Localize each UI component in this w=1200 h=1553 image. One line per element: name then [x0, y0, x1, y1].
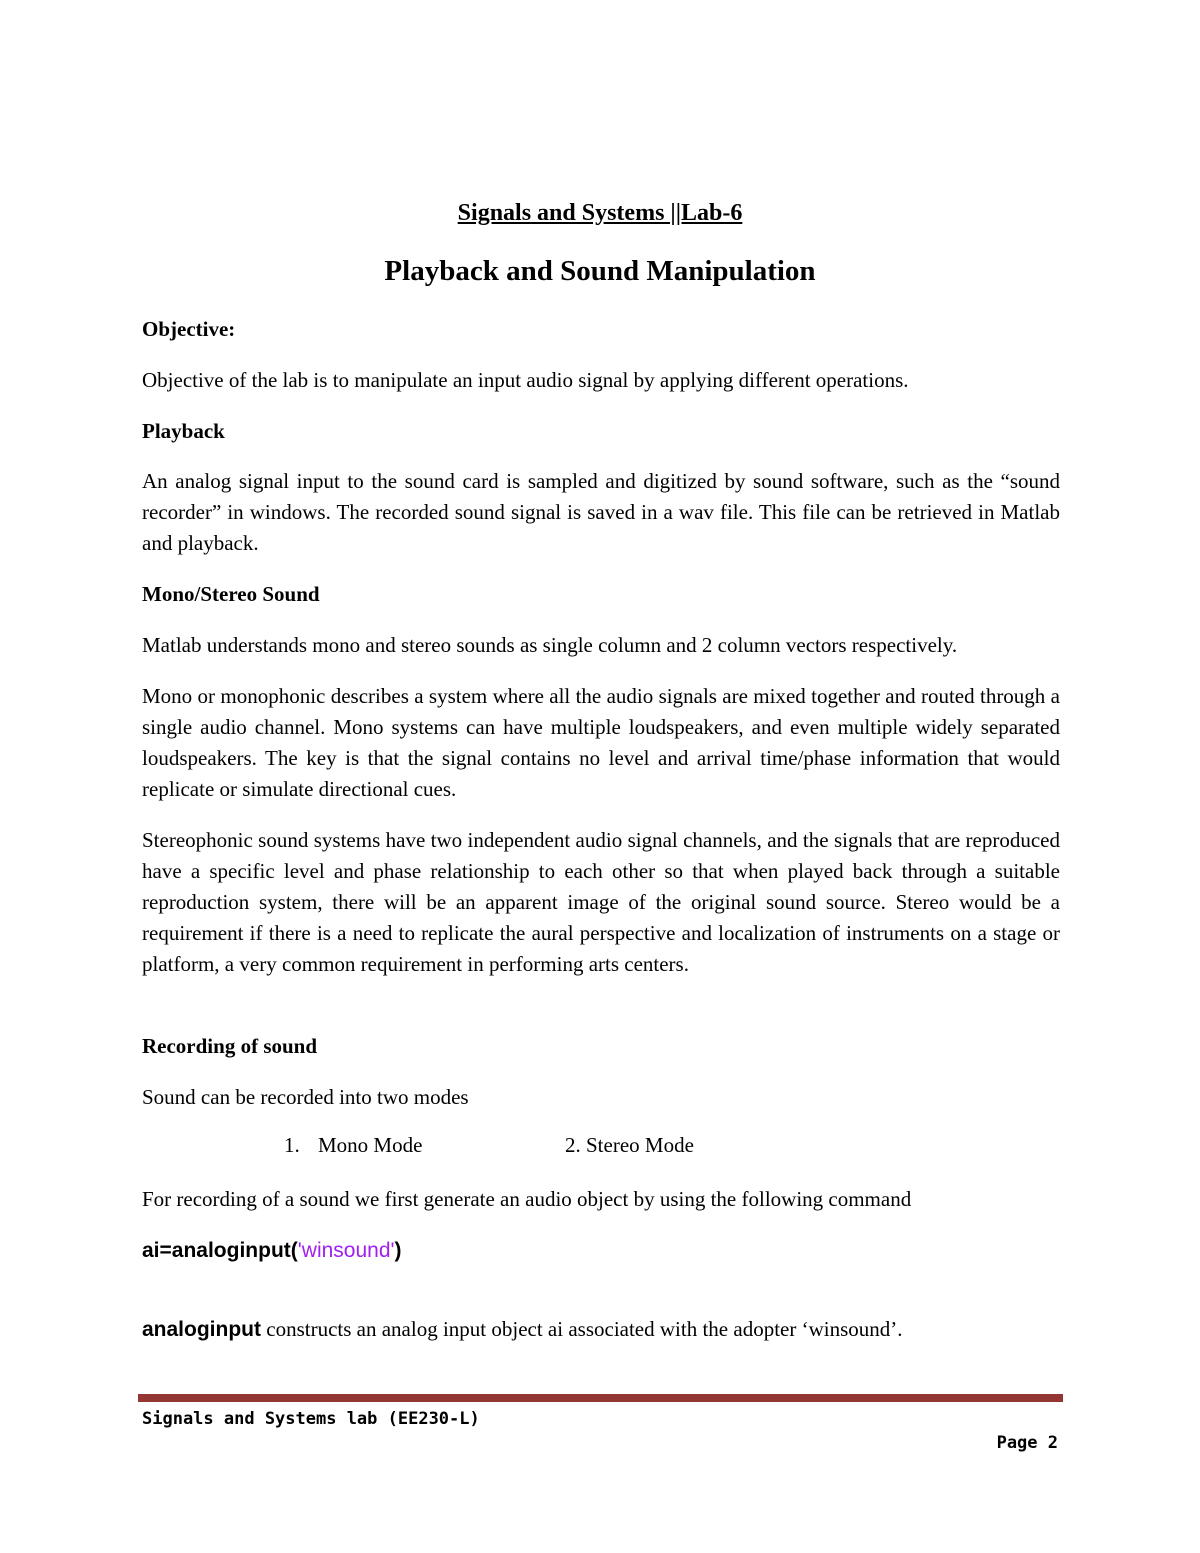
mode-2-label: 2. Stereo Mode — [565, 1133, 694, 1157]
analoginput-keyword: analoginput — [142, 1318, 261, 1341]
mono-stereo-intro: Matlab understands mono and stereo sounds as single column and 2 column vectors respectively. — [142, 633, 958, 657]
mode-1-number: 1. — [284, 1133, 300, 1157]
stereo-description: Stereophonic sound systems have two independent audio signal channels, and the signals that are reproduced have a specific level and phase relationship to each other so that when played back through a suitable reproduction system, there will be an apparent image of the original sound source. Stereo would be a requirement if there is a need to replicate the aural perspective and localization of instruments on a stage or platform, a very common requirement in performing arts centers. — [142, 828, 1060, 976]
recording-text: Sound can be recorded into two modes — [142, 1085, 469, 1109]
mode-1-label: Mono Mode — [318, 1133, 423, 1157]
page-header-title: Signals and Systems ||Lab-6 — [457, 200, 743, 226]
analoginput-description — [142, 1314, 1060, 1345]
objective-heading: Objective: — [142, 317, 236, 341]
code-suffix: ) — [394, 1239, 402, 1262]
code-prefix: ai=analoginput( — [142, 1239, 298, 1262]
objective-text: Objective of the lab is to manipulate an input audio signal by applying different operations. — [142, 368, 909, 392]
footer-course: Signals and Systems lab (EE230-L) — [142, 1409, 480, 1429]
mono-description: Mono or monophonic describes a system where all the audio signals are mixed together and routed through a single audio channel. Mono systems can have multiple loudspeakers, and even multiple widely separated loudspeakers. The key is that the signal contains no level and arrival time/phase information that would replicate or simulate directional cues. — [142, 684, 1060, 801]
page-title: Playback and Sound Manipulation — [384, 255, 816, 287]
recording-heading: Recording of sound — [142, 1034, 318, 1058]
analoginput-text: constructs an analog input object ai associated with the adopter ‘winsound’. — [261, 1317, 903, 1341]
playback-heading: Playback — [142, 419, 225, 443]
code-string: 'winsound' — [297, 1239, 395, 1262]
footer-page-number: Page 2 — [996, 1433, 1058, 1453]
mono-stereo-heading: Mono/Stereo Sound — [142, 582, 320, 606]
command-intro: For recording of a sound we first generate an audio object by using the following command — [142, 1187, 912, 1211]
playback-text: An analog signal input to the sound card is sampled and digitized by sound software, such as the “sound recorder” in windows. The recorded sound signal is saved in a wav file. This file can be retrieved in Matlab and playback. — [142, 469, 1060, 555]
footer-divider — [138, 1394, 1063, 1402]
code-line — [142, 1235, 1060, 1266]
